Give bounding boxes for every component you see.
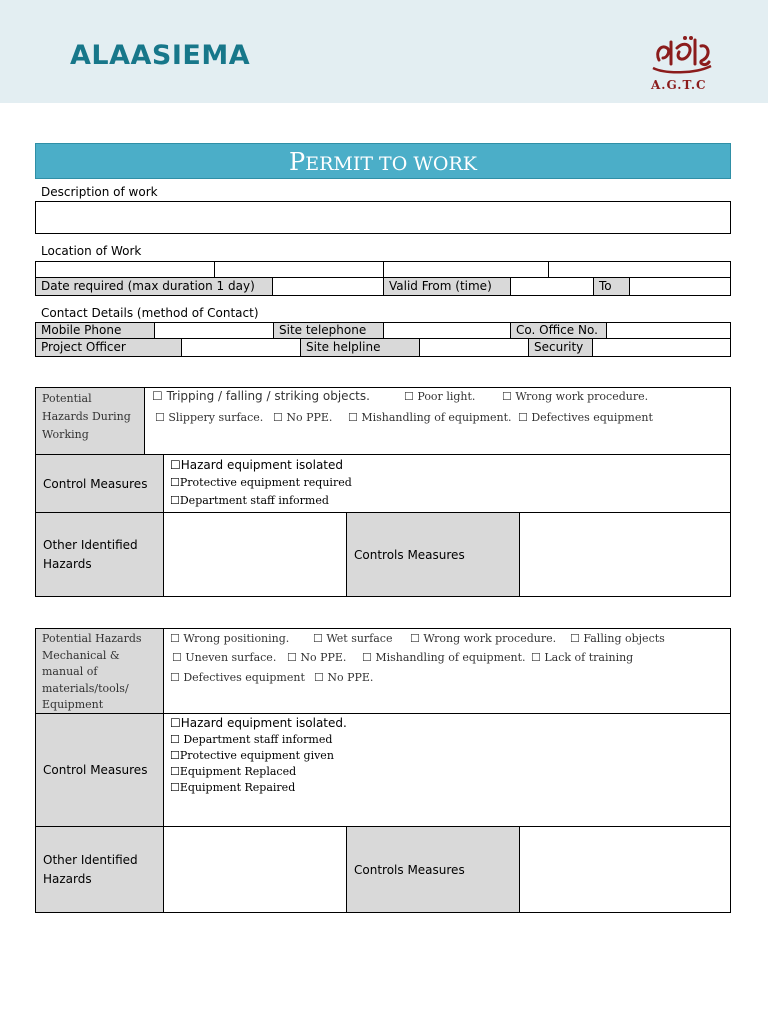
hazard-option-no-ppe[interactable]: ☐ No PPE. — [273, 411, 333, 424]
section2-control-label-text: Control Measures — [43, 763, 148, 777]
section1-controls-measures-label — [346, 512, 520, 597]
hazard2-option-falling-objects[interactable]: ☐ Falling objects — [570, 632, 665, 645]
hazard-option-slippery[interactable]: ☐ Slippery surface. — [155, 411, 264, 424]
page-header — [0, 0, 768, 103]
control2-equipment-replaced[interactable]: ☐Equipment Replaced — [170, 765, 297, 778]
section2-other-hazards-field[interactable] — [163, 826, 347, 913]
control2-equipment-repaired[interactable]: ☐Equipment Repaired — [170, 781, 296, 794]
form-title — [35, 143, 731, 179]
section1-hazards-label-line3: Working — [42, 428, 89, 441]
location-label: Location of Work — [41, 244, 142, 258]
control2-staff-informed[interactable]: ☐ Department staff informed — [170, 733, 333, 746]
section1-control-label — [35, 454, 164, 513]
section2-hazards-label-line5: Equipment — [42, 698, 104, 711]
title-first-letter: P — [289, 148, 306, 176]
hazard-option-defective[interactable]: ☐ Defectives equipment — [518, 411, 653, 424]
brand-name: ALAASIEMA — [70, 40, 251, 71]
hazard-option-wrong-procedure[interactable]: ☐ Wrong work procedure. — [502, 390, 649, 403]
section1-control-label-text: Control Measures — [43, 476, 148, 491]
section2-hazards-label-line3: manual of — [42, 665, 98, 678]
hazard2-option-no-ppe[interactable]: ☐ No PPE. — [287, 651, 347, 664]
hazard2-option-wrong-positioning[interactable]: ☐ Wrong positioning. — [170, 632, 290, 645]
date-required-field[interactable] — [272, 277, 384, 296]
location-field-4[interactable] — [548, 261, 731, 278]
section2-controls-measures-label — [346, 826, 520, 913]
control-hazard-isolated[interactable]: ☐Hazard equipment isolated — [170, 458, 344, 472]
hazard2-option-wrong-procedure[interactable]: ☐ Wrong work procedure. — [410, 632, 557, 645]
valid-from-field[interactable] — [510, 277, 594, 296]
mobile-phone-field[interactable] — [154, 322, 274, 339]
site-telephone-field[interactable] — [383, 322, 511, 339]
hazard2-option-wet-surface[interactable]: ☐ Wet surface — [313, 632, 393, 645]
mobile-phone-label: Mobile Phone — [35, 322, 155, 339]
site-helpline-field[interactable] — [419, 338, 529, 357]
security-field[interactable] — [592, 338, 731, 357]
to-label: To — [593, 277, 630, 296]
description-field[interactable] — [35, 201, 731, 234]
location-field-2[interactable] — [214, 261, 384, 278]
hazard-option-tripping[interactable]: ☐ Tripping / falling / striking objects. — [152, 389, 370, 403]
section1-other-hazards-field[interactable] — [163, 512, 347, 597]
location-field-1[interactable] — [35, 261, 215, 278]
hazard-option-poor-light[interactable]: ☐ Poor light. — [404, 390, 476, 403]
date-required-label: Date required (max duration 1 day) — [35, 277, 273, 296]
section2-hazards-label-line4: materials/tools/ — [42, 681, 129, 695]
section1-controls-measures-text: Controls Measures — [354, 547, 465, 562]
description-label: Description of work — [41, 185, 158, 199]
section2-controls-measures-field[interactable] — [519, 826, 731, 913]
section1-hazards-label — [35, 387, 145, 455]
hazard2-option-uneven-surface[interactable]: ☐ Uneven surface. — [172, 651, 277, 664]
hazard2-option-mishandling[interactable]: ☐ Mishandling of equipment. — [362, 651, 526, 664]
section2-control-label — [35, 713, 164, 827]
control-staff-informed[interactable]: ☐Department staff informed — [170, 494, 329, 507]
section1-hazards-label-line1: Potential — [42, 392, 92, 405]
contact-label: Contact Details (method of Contact) — [41, 306, 259, 320]
section1-other-label-line2: Hazards — [43, 556, 92, 571]
section1-other-hazards-label — [35, 512, 164, 597]
control-protective-required[interactable]: ☐Protective equipment required — [170, 476, 352, 489]
hazard2-option-lack-training[interactable]: ☐ Lack of training — [531, 651, 634, 664]
section2-other-hazards-label — [35, 826, 164, 913]
co-office-label: Co. Office No. — [510, 322, 607, 339]
hazard2-option-defective[interactable]: ☐ Defectives equipment — [170, 671, 305, 684]
hazard-option-mishandling[interactable]: ☐ Mishandling of equipment. — [348, 411, 512, 424]
section2-controls-measures-text: Controls Measures — [354, 862, 465, 877]
section2-other-label-line2: Hazards — [43, 871, 92, 886]
section2-hazards-label-line1: Potential Hazards — [42, 632, 142, 645]
project-officer-label: Project Officer — [35, 338, 182, 357]
site-telephone-label: Site telephone — [273, 322, 384, 339]
control2-hazard-isolated[interactable]: ☐Hazard equipment isolated. — [170, 716, 347, 730]
section1-hazards-label-line2: Hazards During — [42, 410, 131, 423]
site-helpline-label: Site helpline — [300, 338, 420, 357]
hazard2-option-no-ppe-2[interactable]: ☐ No PPE. — [314, 671, 374, 684]
project-officer-field[interactable] — [181, 338, 301, 357]
location-field-3[interactable] — [383, 261, 549, 278]
logo-text: A.G.T.C — [651, 78, 707, 92]
co-office-field[interactable] — [606, 322, 731, 339]
security-label: Security — [528, 338, 593, 357]
control2-protective-given[interactable]: ☐Protective equipment given — [170, 749, 334, 762]
valid-from-label: Valid From (time) — [383, 277, 511, 296]
title-rest: ERMIT TO WORK — [305, 153, 477, 175]
to-field[interactable] — [629, 277, 731, 296]
section1-other-label-line1: Other Identified — [43, 537, 138, 552]
section2-hazards-label — [35, 628, 164, 714]
section2-hazards-label-line2: Mechanical & — [42, 648, 120, 662]
section1-controls-measures-field[interactable] — [519, 512, 731, 597]
section2-other-label-line1: Other Identified — [43, 852, 138, 867]
